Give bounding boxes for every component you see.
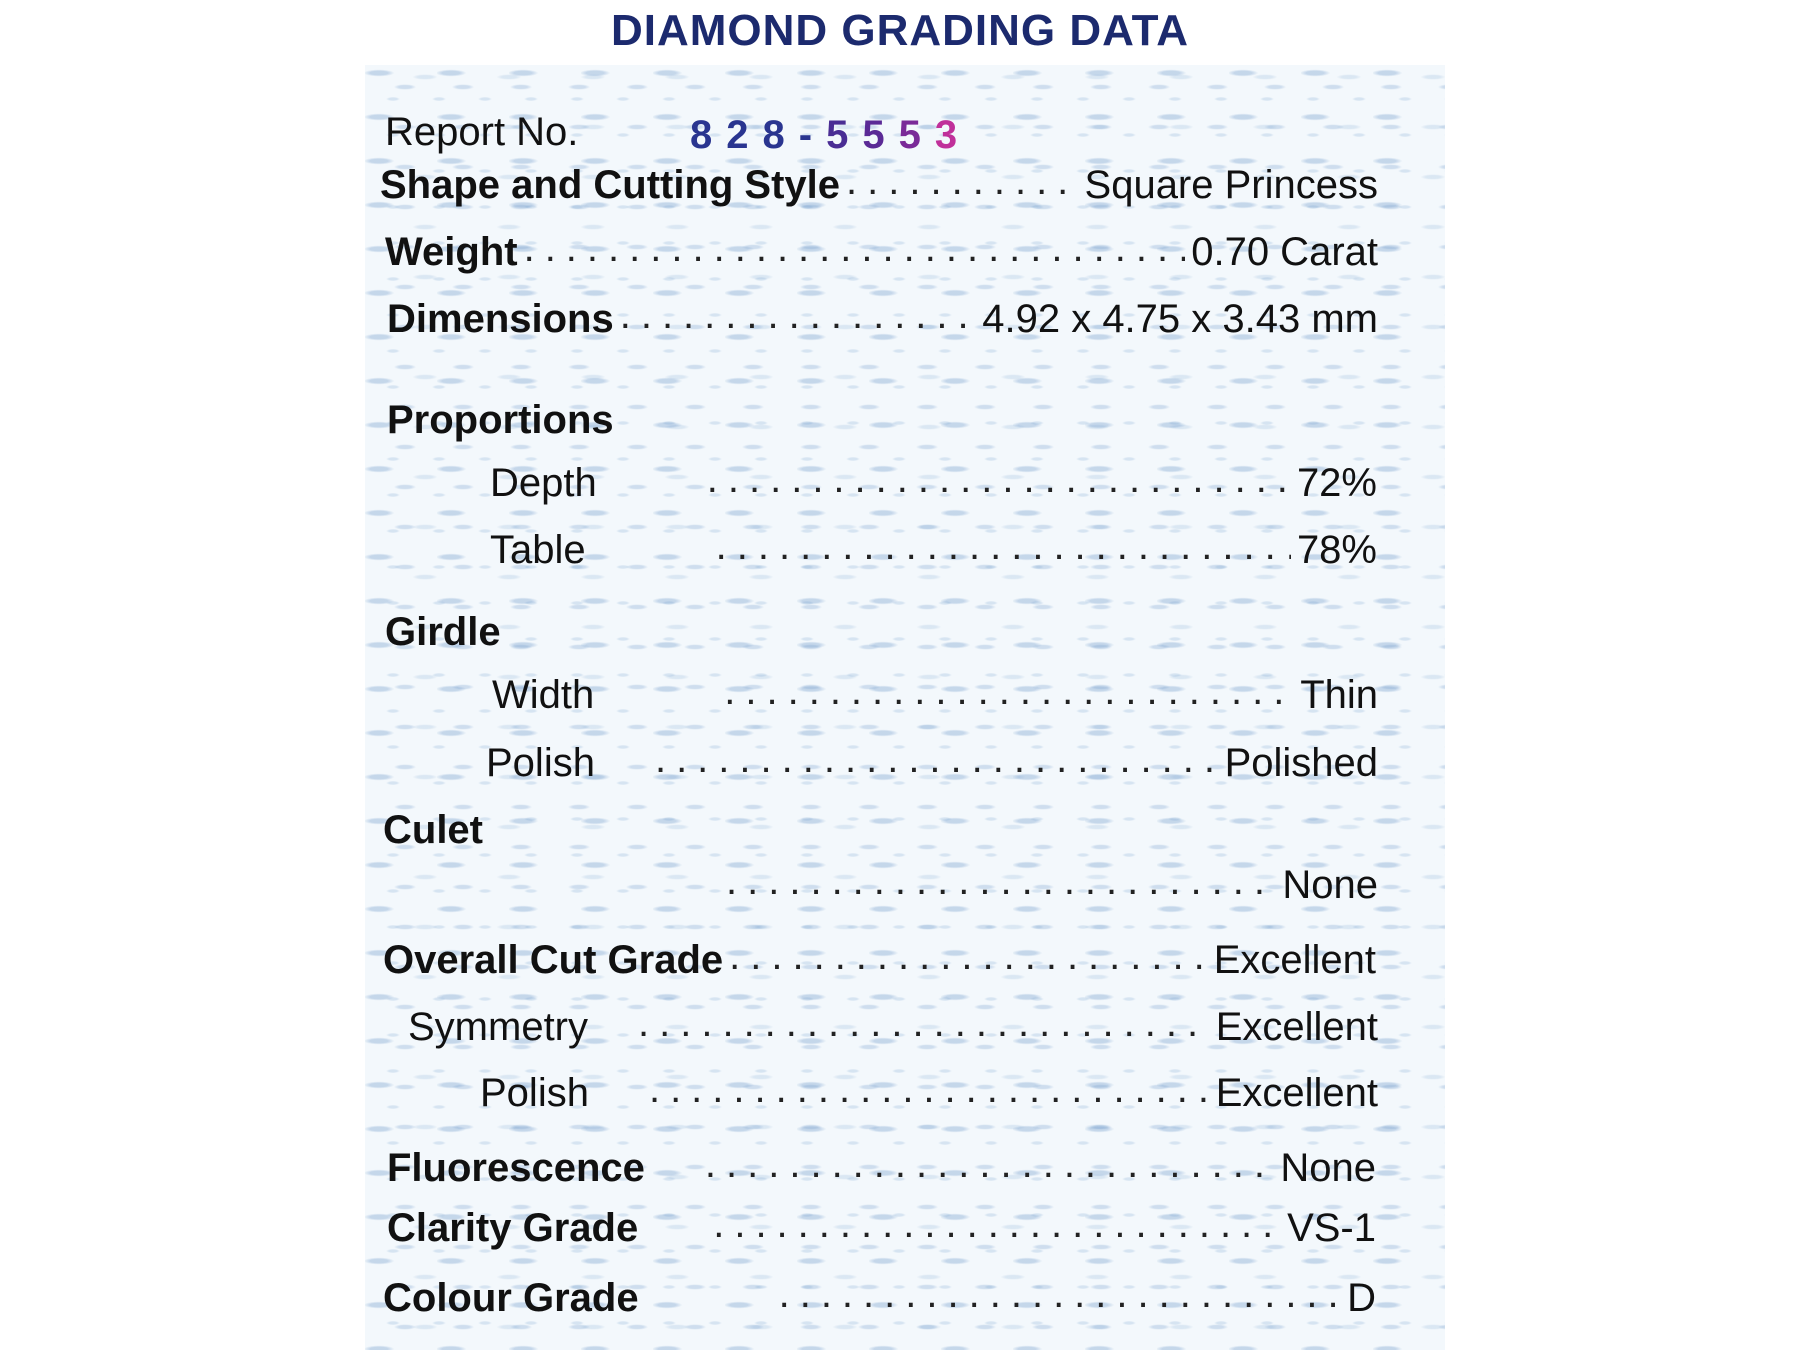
leader-dots bbox=[620, 295, 977, 335]
weight-label: Weight bbox=[385, 230, 518, 274]
cut-grade-row bbox=[383, 930, 1376, 980]
leader-dots bbox=[713, 1204, 1281, 1244]
table-value: 78% bbox=[1296, 528, 1377, 572]
table-label: Table bbox=[490, 528, 586, 572]
leader-dots bbox=[729, 936, 1208, 976]
page-title: DIAMOND GRADING DATA bbox=[610, 6, 1190, 55]
girdle-width-row bbox=[492, 665, 1378, 715]
leader-dots bbox=[726, 861, 1276, 901]
culet-value: None bbox=[1282, 863, 1378, 907]
girdle-polish-value: Polished bbox=[1224, 741, 1378, 785]
dimensions-label: Dimensions bbox=[387, 297, 614, 341]
clarity-label: Clarity Grade bbox=[387, 1206, 639, 1250]
cut-grade-value: Excellent bbox=[1213, 938, 1376, 982]
culet-heading: Culet bbox=[383, 808, 483, 852]
leader-dots bbox=[779, 1274, 1342, 1314]
symmetry-value: Excellent bbox=[1215, 1005, 1378, 1049]
depth-label: Depth bbox=[490, 461, 597, 505]
shape-value: Square Princess bbox=[1084, 163, 1378, 207]
dimensions-row bbox=[387, 289, 1378, 339]
symmetry-label: Symmetry bbox=[408, 1005, 588, 1049]
report-digit: - bbox=[798, 113, 819, 157]
girdle-heading: Girdle bbox=[385, 610, 501, 654]
table-row bbox=[490, 520, 1377, 570]
report-digit: 8 bbox=[690, 113, 719, 157]
weight-value: 0.70 Carat bbox=[1191, 230, 1378, 274]
girdle-polish-label: Polish bbox=[486, 741, 595, 785]
colour-row bbox=[383, 1268, 1376, 1318]
clarity-value: VS-1 bbox=[1287, 1206, 1376, 1250]
leader-dots bbox=[524, 228, 1186, 268]
girdle-polish-row bbox=[486, 733, 1378, 783]
leader-dots bbox=[649, 1069, 1210, 1109]
report-digit: 5 bbox=[826, 113, 855, 157]
colour-value: D bbox=[1347, 1276, 1376, 1320]
colour-label: Colour Grade bbox=[383, 1276, 639, 1320]
report-digit: 5 bbox=[898, 113, 927, 157]
cut-polish-row bbox=[480, 1063, 1378, 1113]
girdle-width-value: Thin bbox=[1300, 673, 1378, 717]
symmetry-row bbox=[408, 997, 1378, 1047]
leader-dots bbox=[724, 671, 1294, 711]
cut-polish-value: Excellent bbox=[1215, 1071, 1378, 1115]
fluorescence-value: None bbox=[1280, 1146, 1376, 1190]
cut-polish-label: Polish bbox=[480, 1071, 589, 1115]
dimensions-value: 4.92 x 4.75 x 3.43 mm bbox=[982, 297, 1378, 341]
fluorescence-label: Fluorescence bbox=[387, 1146, 645, 1190]
fluorescence-row bbox=[387, 1138, 1376, 1188]
depth-value: 72% bbox=[1296, 461, 1377, 505]
depth-row bbox=[490, 453, 1377, 503]
report-number-label: Report No. bbox=[385, 110, 579, 154]
leader-dots bbox=[705, 1144, 1274, 1184]
report-digit: 8 bbox=[762, 113, 791, 157]
clarity-row bbox=[387, 1198, 1376, 1248]
shape-label: Shape and Cutting Style bbox=[380, 163, 841, 207]
culet-row bbox=[726, 855, 1378, 905]
cut-grade-label: Overall Cut Grade bbox=[383, 938, 724, 982]
proportions-heading: Proportions bbox=[387, 398, 614, 442]
report-digit: 3 bbox=[934, 113, 964, 157]
leader-dots bbox=[707, 459, 1291, 499]
report-digit: 2 bbox=[726, 113, 755, 157]
report-digit: 5 bbox=[862, 113, 891, 157]
leader-dots bbox=[655, 739, 1219, 779]
report-number bbox=[690, 115, 971, 155]
leader-dots bbox=[846, 161, 1078, 201]
leader-dots bbox=[716, 526, 1291, 566]
leader-dots bbox=[638, 1003, 1210, 1043]
girdle-width-label: Width bbox=[492, 673, 595, 717]
shape-row bbox=[380, 155, 1378, 205]
weight-row bbox=[385, 222, 1378, 272]
